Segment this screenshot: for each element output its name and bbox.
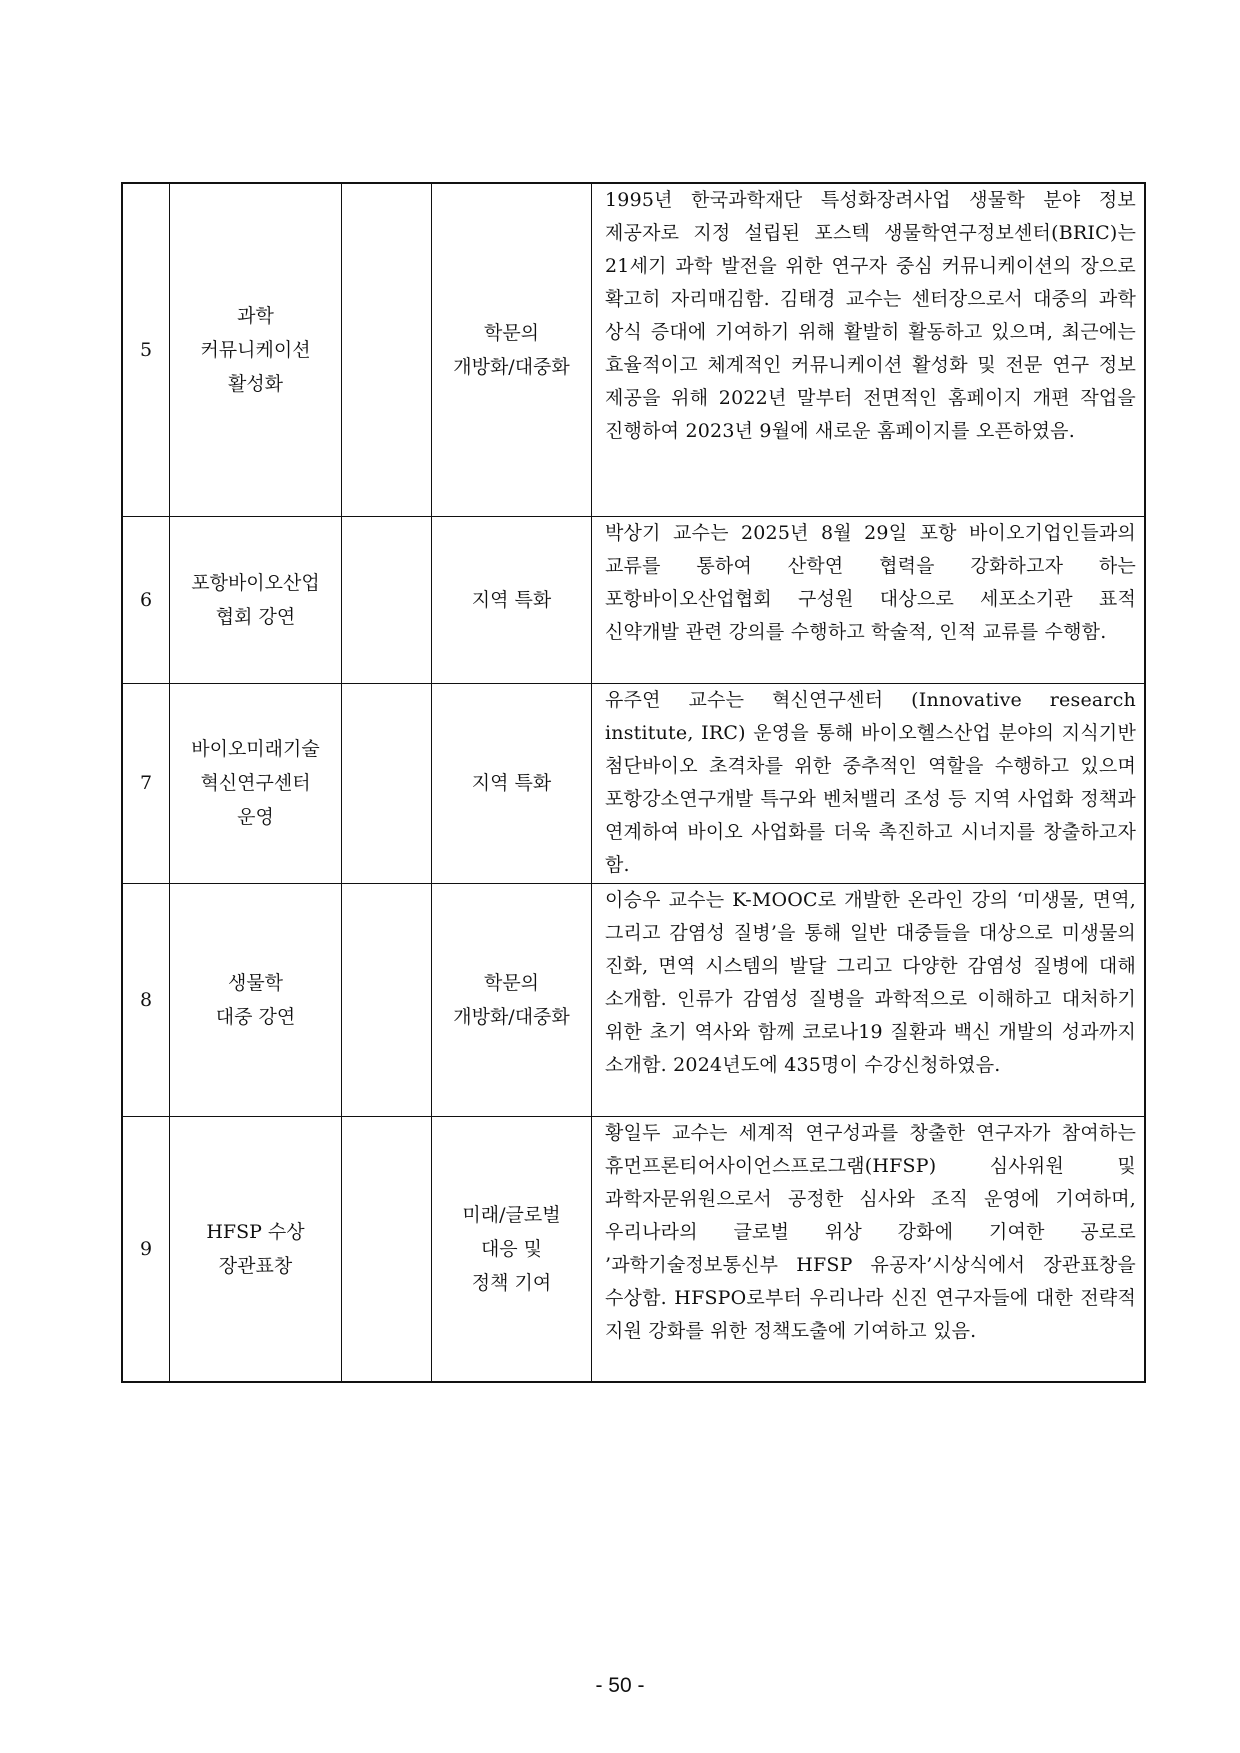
table-row	[122, 516, 1145, 683]
table-row	[122, 883, 1145, 1116]
activity-description: 유주연 교수는 혁신연구센터 (Innovative research institute, IRC) 운영을 통해 바이오헬스산업 분야의 지식기반 첨단바이오 초격차를 위한 중추적인 역할을 수행하고 있으며 포항강소연구개발 특구와 벤처밸리 조성 등 지역 사업화 정책과 연계하여 바이오 사업화를 더욱 촉진하고 시너지를 창출하고자 함.	[592, 683, 1146, 883]
activity-description: 1995년 한국과학재단 특성화장려사업 생물학 분야 정보 제공자로 지정 설립된 포스텍 생물학연구정보센터(BRIC)는 21세기 과학 발전을 위한 연구자 중심 커뮤니케이션의 장으로 확고히 자리매김함. 김태경 교수는 센터장으로서 대중의 과학 상식 증대에 기여하기 위해 활발히 활동하고 있으며, 최근에는 효율적이고 체계적인 커뮤니케이션 활성화 및 전문 연구 정보 제공을 위해 2022년 말부터 전면적인 홈페이지 개편 작업을 진행하여 2023년 9월에 새로운 홈페이지를 오픈하였음.	[592, 183, 1146, 516]
empty-cell	[342, 516, 432, 683]
empty-cell	[342, 1116, 432, 1382]
activity-category: 학문의 개방화/대중화	[432, 183, 592, 516]
activity-description: 박상기 교수는 2025년 8월 29일 포항 바이오기업인들과의 교류를 통하여 산학연 협력을 강화하고자 하는 포항바이오산업협회 구성원 대상으로 세포소기관 표적 신약개발 관련 강의를 수행하고 학술적, 인적 교류를 수행함.	[592, 516, 1146, 683]
table-row	[122, 183, 1145, 516]
row-number: 9	[122, 1116, 170, 1382]
empty-cell	[342, 683, 432, 883]
row-number: 5	[122, 183, 170, 516]
row-number: 6	[122, 516, 170, 683]
table-row	[122, 683, 1145, 883]
activity-name: HFSP 수상 장관표창	[170, 1116, 342, 1382]
activity-description: 황일두 교수는 세계적 연구성과를 창출한 연구자가 참여하는 휴먼프론티어사이언스프로그램(HFSP) 심사위원 및 과학자문위원으로서 공정한 심사와 조직 운영에 기여하며, 우리나라의 글로벌 위상 강화에 기여한 공로로 ’과학기술정보통신부 HFSP 유공자’시상식에서 장관표창을 수상함. HFSPO로부터 우리나라 신진 연구자들에 대한 전략적 지원 강화를 위한 정책도출에 기여하고 있음.	[592, 1116, 1146, 1382]
activity-name: 과학 커뮤니케이션 활성화	[170, 183, 342, 516]
page-number: - 50 -	[595, 1674, 645, 1697]
table-row	[122, 1116, 1145, 1382]
activity-category: 학문의 개방화/대중화	[432, 883, 592, 1116]
activity-category: 지역 특화	[432, 516, 592, 683]
row-number: 8	[122, 883, 170, 1116]
row-number: 7	[122, 683, 170, 883]
activity-name: 생물학 대중 강연	[170, 883, 342, 1116]
activity-name: 포항바이오산업 협회 강연	[170, 516, 342, 683]
activity-name: 바이오미래기술 혁신연구센터 운영	[170, 683, 342, 883]
empty-cell	[342, 183, 432, 516]
activities-table	[121, 182, 1146, 1383]
activity-category: 지역 특화	[432, 683, 592, 883]
activity-category: 미래/글로벌 대응 및 정책 기여	[432, 1116, 592, 1382]
empty-cell	[342, 883, 432, 1116]
activity-description: 이승우 교수는 K-MOOC로 개발한 온라인 강의 ‘미생물, 면역, 그리고 감염성 질병’을 통해 일반 대중들을 대상으로 미생물의 진화, 면역 시스템의 발달 그리고 다양한 감염성 질병에 대해 소개함. 인류가 감염성 질병을 과학적으로 이해하고 대처하기 위한 초기 역사와 함께 코로나19 질환과 백신 개발의 성과까지 소개함. 2024년도에 435명이 수강신청하였음.	[592, 883, 1146, 1116]
